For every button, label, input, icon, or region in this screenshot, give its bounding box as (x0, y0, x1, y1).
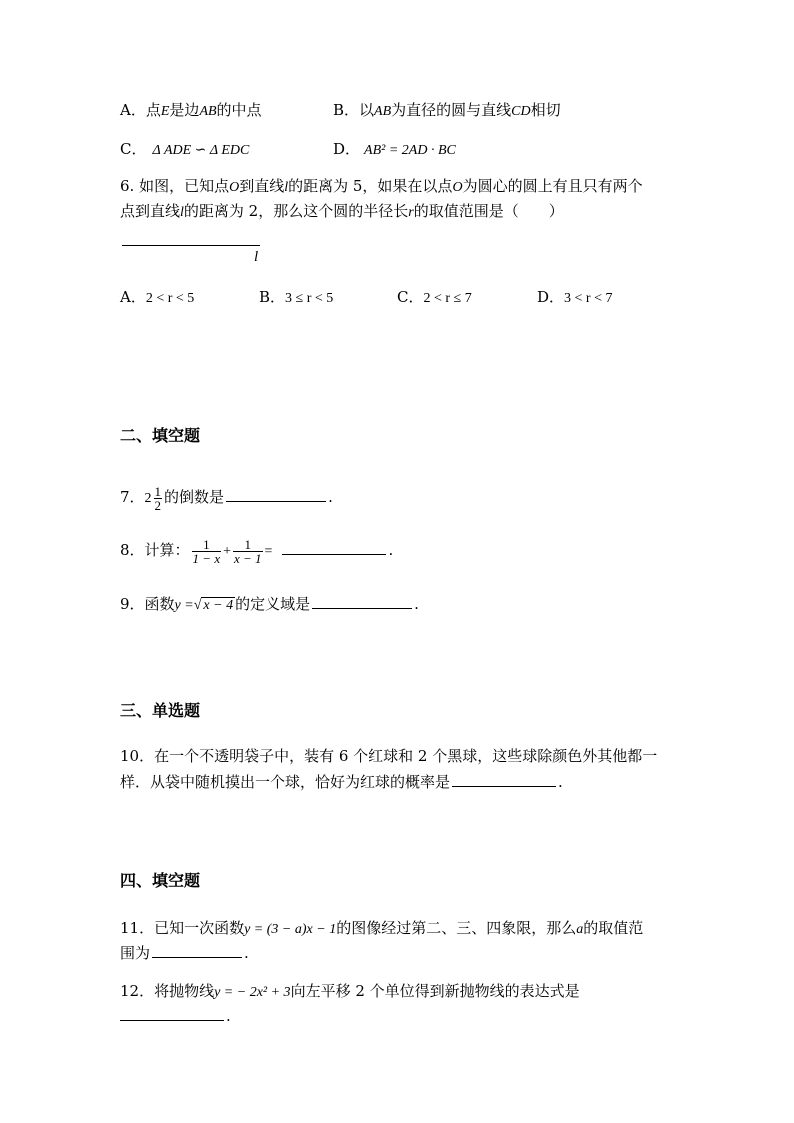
fraction-denominator: 2 (154, 497, 162, 513)
section-heading-single-choice: 三、单选题 (120, 701, 201, 720)
text: 点到直线 (120, 202, 181, 220)
operator: + (223, 544, 231, 559)
question-8 (120, 535, 393, 567)
figure-label-l: l (254, 249, 259, 265)
fraction-numerator: 1 (192, 538, 222, 552)
math-var: a (576, 922, 584, 937)
math-expression: 2 < r < 5 (145, 291, 195, 306)
math-var: l (180, 205, 184, 220)
sqrt-radicand: x − 4 (203, 598, 234, 613)
question-number: 7． (120, 488, 145, 506)
text: 的图像经过第二、三、四象限，那么 (336, 919, 577, 937)
text: 的距离为 5，如果在以点 (288, 177, 453, 195)
mixed-number-whole: 2 (144, 491, 152, 506)
text: . (226, 1007, 231, 1025)
q5-option-b (333, 100, 561, 122)
option-label: D． (333, 140, 361, 158)
option-label: C． (397, 288, 424, 306)
math-expression: 2 < r ≤ 7 (423, 291, 472, 306)
question-12-line2 (120, 1006, 231, 1026)
math-expression: y = (3 − a)x − 1 (244, 922, 337, 937)
fraction (233, 538, 263, 565)
text: 的倒数是 (164, 488, 225, 506)
question-10-line1: 10．在一个不透明袋子中，装有 6 个红球和 2 个黑球，这些球除颜色外其他都一 (120, 747, 658, 765)
question-7 (120, 484, 333, 512)
math-var: AB (374, 104, 392, 119)
q6-option-c (397, 287, 472, 309)
text: . (388, 541, 394, 559)
text: 向左平移 2 个单位得到新抛物线的表达式是 (290, 982, 580, 1000)
text: . (328, 488, 333, 506)
answer-blank[interactable] (152, 943, 242, 958)
math-var: O (229, 180, 240, 195)
q5-option-d (333, 139, 456, 161)
figure-line-l (122, 245, 260, 246)
section-heading-fill-blank-2: 四、填空题 (120, 871, 201, 890)
text: 的取值范 (583, 919, 644, 937)
text: 到直线 (239, 177, 285, 195)
q6-option-a (120, 287, 194, 309)
text: . (244, 944, 249, 962)
question-number: 8．计算： (120, 541, 190, 559)
fraction-numerator: 1 (233, 538, 263, 552)
answer-blank[interactable] (226, 487, 326, 502)
q6-line2 (120, 201, 564, 223)
fraction (154, 485, 163, 512)
text: 的距离为 2，那么这个圆的半径长 (183, 202, 409, 220)
fraction (192, 538, 222, 565)
math-var: CD (511, 104, 531, 119)
text: 以 (359, 101, 375, 119)
text: 样．从袋中随机摸出一个球，恰好为红球的概率是 (120, 773, 451, 791)
math-var: O (452, 180, 463, 195)
answer-blank[interactable] (120, 1006, 224, 1021)
math-var: r (408, 205, 414, 220)
math-expression: Δ ADE ∽ Δ EDC (152, 143, 250, 158)
q6-line1 (120, 176, 643, 198)
question-11-line2 (120, 943, 249, 963)
text: 为直径的圆与直线 (391, 101, 512, 119)
option-label: B． (259, 288, 286, 306)
text: . (558, 773, 563, 791)
fraction-numerator: 1 (154, 483, 162, 499)
section-heading-fill-blank: 二、填空题 (120, 426, 201, 445)
option-label: A． (120, 101, 146, 119)
q5-option-a (120, 100, 262, 122)
answer-blank[interactable] (452, 772, 556, 787)
math-var: l (284, 180, 289, 195)
answer-blank[interactable] (282, 540, 386, 555)
text: 的取值范围是（ ） (413, 202, 564, 220)
text: 11．已知一次函数 (120, 919, 245, 937)
text: 为圆心的圆上有且只有两个 (462, 177, 643, 195)
math-expression: 3 ≤ r < 5 (285, 291, 334, 306)
math-var: AB (199, 104, 217, 119)
text: 相切 (530, 101, 561, 119)
text: 的定义域是 (235, 595, 311, 613)
math-expression: y = (174, 598, 194, 613)
text: 点 (145, 101, 161, 119)
option-label: D． (537, 288, 565, 306)
q6-option-b (259, 287, 333, 309)
math-expression: y = − 2x² + 3 (214, 985, 291, 1000)
answer-blank[interactable] (312, 594, 412, 609)
math-expression: 3 < r < 7 (564, 291, 613, 306)
question-10-line2 (120, 772, 563, 792)
question-9 (120, 594, 419, 616)
question-11-line1 (120, 918, 643, 940)
option-label: C． (120, 140, 147, 158)
question-number: 9．函数 (120, 595, 175, 613)
text: 6. 如图，已知点 (120, 177, 230, 195)
text: 围为 (120, 944, 151, 962)
fraction-denominator: 1 − x (192, 550, 221, 566)
question-12-line1 (120, 981, 580, 1003)
q6-option-d (537, 287, 612, 309)
option-label: A． (120, 288, 146, 306)
fraction-denominator: x − 1 (234, 550, 262, 566)
sqrt-sign-icon: √ (193, 598, 202, 613)
text: 12．将抛物线 (120, 982, 215, 1000)
operator: = (264, 544, 273, 559)
text: . (414, 595, 419, 613)
option-label: B． (333, 101, 360, 119)
math-expression: AB² = 2AD · BC (364, 143, 456, 158)
math-var: E (160, 104, 170, 119)
text: 的中点 (216, 101, 262, 119)
q5-option-c (120, 139, 249, 161)
text: 是边 (169, 101, 200, 119)
